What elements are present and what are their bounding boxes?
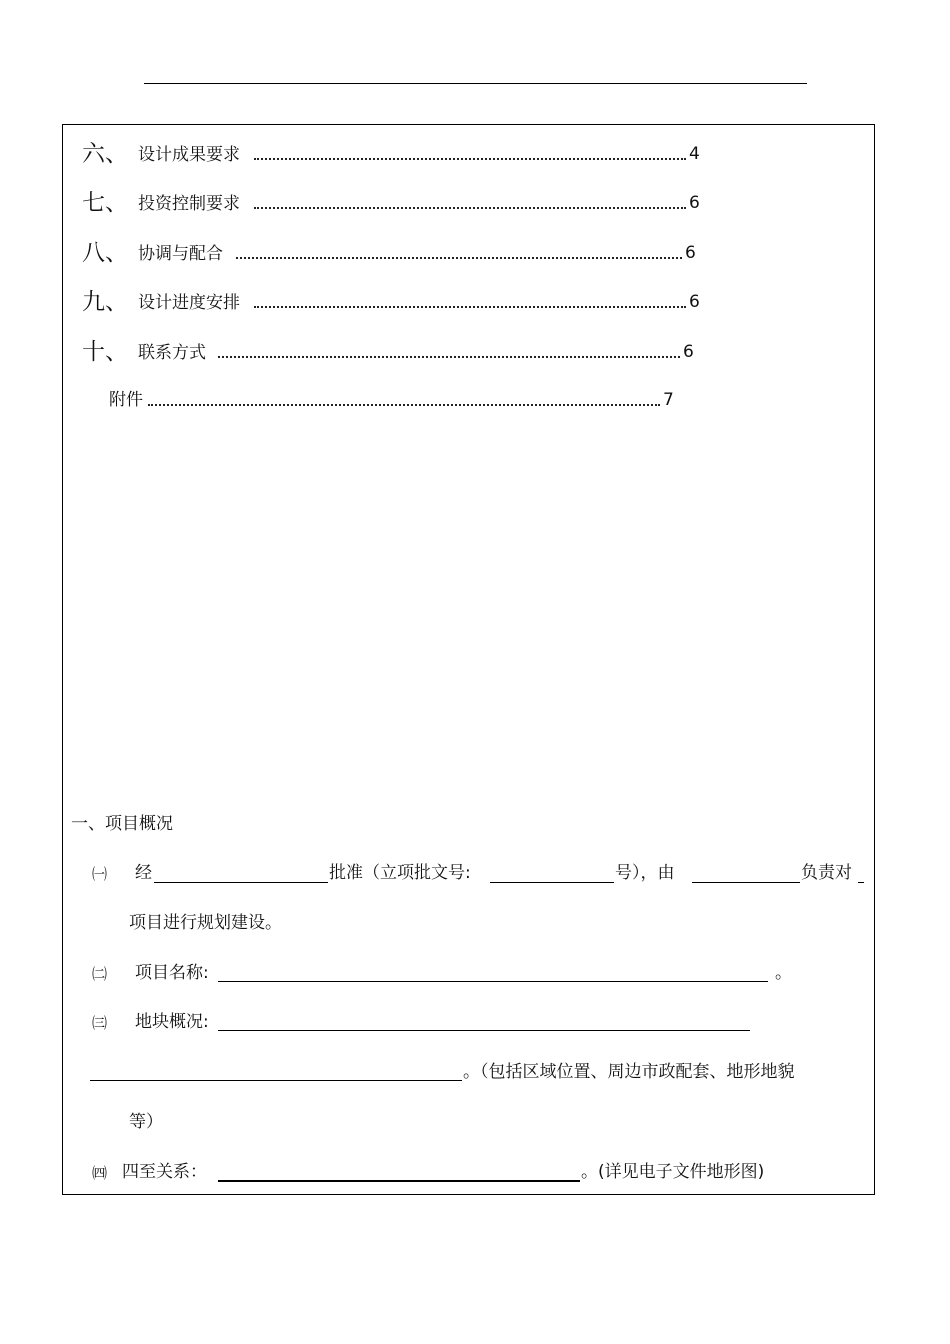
item-label: 地块概况:	[135, 1012, 209, 1032]
toc-leader-dots	[254, 207, 686, 209]
blank-responsible-party-field[interactable]	[692, 882, 800, 883]
item-marker: ㈣	[92, 1164, 108, 1182]
document-frame	[62, 124, 875, 1195]
toc-item-page: 6	[685, 243, 696, 263]
toc-item-number: 六、	[82, 141, 128, 167]
item-label: 四至关系：	[122, 1162, 207, 1182]
item-marker: ㈠	[92, 865, 108, 883]
toc-appendix-page: 7	[663, 390, 674, 410]
toc-appendix-title[interactable]: 附件	[109, 390, 143, 410]
toc-item-title[interactable]: 协调与配合	[138, 244, 223, 264]
item-text: 。(详见电子文件地形图)	[581, 1162, 765, 1182]
toc-item-title[interactable]: 联系方式	[138, 343, 206, 363]
toc-item-number: 八、	[82, 240, 128, 266]
item-text: 。	[775, 963, 792, 983]
toc-item-title[interactable]: 设计进度安排	[138, 293, 240, 313]
item-text: 号），由	[615, 863, 675, 883]
toc-item-page: 6	[689, 292, 700, 312]
item-text: 经	[135, 863, 152, 883]
blank-approver-field[interactable]	[154, 882, 328, 883]
blank-site-overview-field-cont[interactable]	[90, 1080, 462, 1081]
toc-leader-dots	[148, 404, 660, 406]
header-rule	[144, 83, 807, 84]
blank-approval-number-field[interactable]	[490, 882, 614, 883]
section-heading: 一、项目概况	[71, 814, 173, 834]
item-marker: ㈡	[92, 965, 108, 983]
toc-item-page: 6	[683, 342, 694, 362]
item-text: 项目进行规划建设。	[129, 913, 282, 933]
item-text: 批准（立项批文号:	[329, 863, 471, 883]
blank-project-name-field[interactable]	[218, 981, 768, 982]
toc-item-page: 4	[689, 144, 700, 164]
item-text: 。（包括区域位置、周边市政配套、地形地貌	[463, 1062, 795, 1082]
item-marker: ㈢	[92, 1014, 108, 1032]
toc-item-page: 6	[689, 193, 700, 213]
item-text: 负责对	[801, 863, 852, 883]
item-label: 项目名称:	[135, 963, 209, 983]
toc-leader-dots	[218, 356, 680, 358]
blank-boundary-field[interactable]	[218, 1180, 580, 1182]
toc-leader-dots	[236, 257, 682, 259]
item-text: 等）	[129, 1112, 163, 1132]
blank-site-overview-field[interactable]	[218, 1030, 750, 1031]
toc-leader-dots	[254, 306, 686, 308]
blank-continuation-field[interactable]	[858, 882, 864, 883]
toc-leader-dots	[254, 158, 686, 160]
toc-item-number: 十、	[82, 339, 128, 365]
toc-item-title[interactable]: 设计成果要求	[138, 145, 240, 165]
toc-item-title[interactable]: 投资控制要求	[138, 194, 240, 214]
toc-item-number: 七、	[82, 190, 128, 216]
toc-item-number: 九、	[82, 289, 128, 315]
